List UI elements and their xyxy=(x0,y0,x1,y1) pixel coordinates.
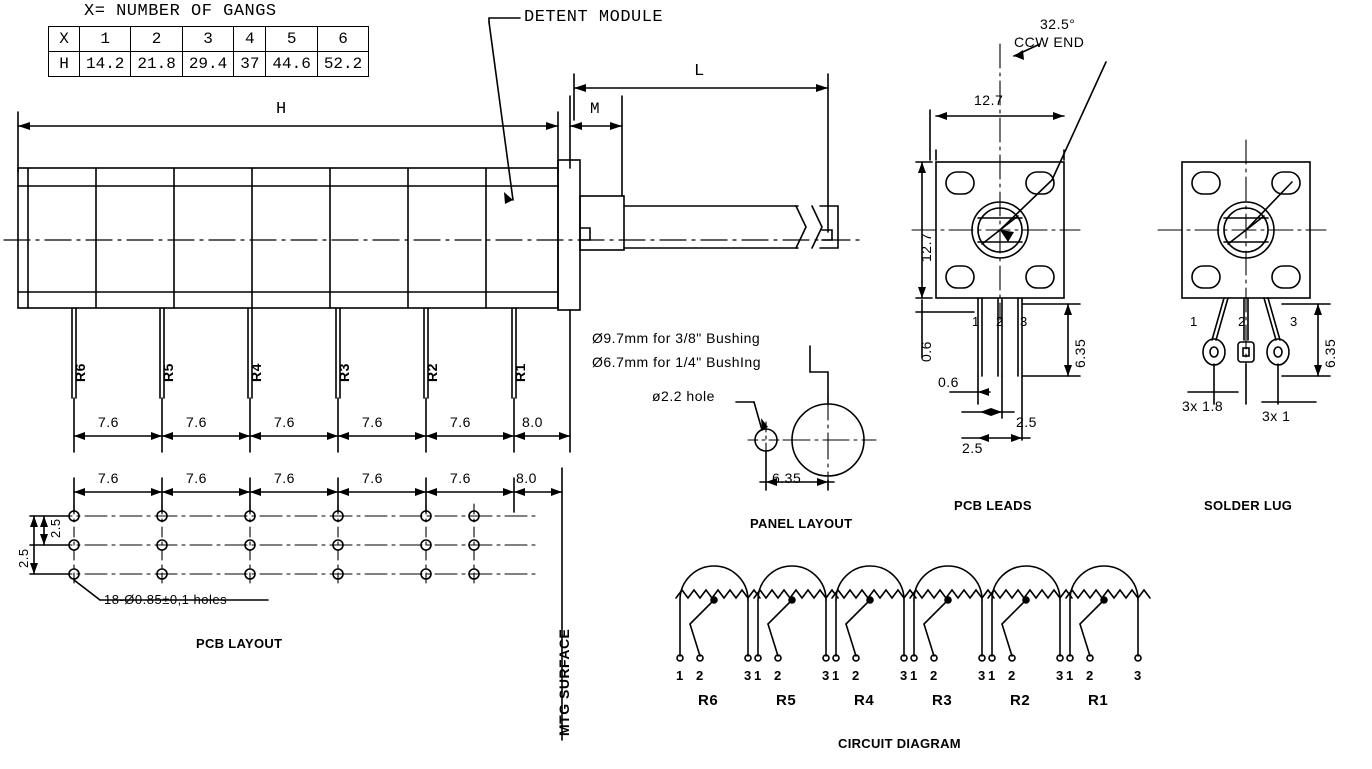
circuit-pin-r5-3: 3 xyxy=(822,668,830,683)
circuit-pin-r1-2: 2 xyxy=(1086,668,1094,683)
pin-label-r3: R3 xyxy=(336,363,352,382)
solder-lug-drawing xyxy=(1158,140,1330,404)
gang-table-x-label: X xyxy=(49,27,80,52)
panel-dim-label: 6.35 xyxy=(772,470,802,486)
bushing-note-1: Ø9.7mm for 3/8" Bushing xyxy=(592,330,761,346)
pcb-pin-3: 3 xyxy=(1020,314,1028,329)
gang-table-cell: 44.6 xyxy=(266,52,317,77)
l-dimension-label: L xyxy=(694,62,705,81)
pitch-label-6: 8.0 xyxy=(522,414,543,430)
gang-table-cell: 29.4 xyxy=(182,52,233,77)
circuit-label-r3: R3 xyxy=(932,692,953,709)
circuit-pin-r4-3: 3 xyxy=(900,668,908,683)
pcb-pitch-label-3: 7.6 xyxy=(274,470,295,486)
circuit-pin-r6-3: 3 xyxy=(744,668,752,683)
circuit-pin-r1-3: 3 xyxy=(1134,668,1142,683)
pcb-lead-dim-2-5-a: 2.5 xyxy=(1016,414,1037,430)
circuit-diagram-title: CIRCUIT DIAGRAM xyxy=(838,736,961,751)
gang-table xyxy=(48,26,369,77)
gang-table-cell: 6 xyxy=(317,27,368,52)
pitch-label-5: 7.6 xyxy=(450,414,471,430)
pcb-lead-dim-6-35: 6.35 xyxy=(1072,338,1088,368)
circuit-label-r2: R2 xyxy=(1010,692,1031,709)
pcb-layout-title: PCB LAYOUT xyxy=(196,636,283,651)
pcb-pitch-label-2: 7.6 xyxy=(186,470,207,486)
solder-pin-3: 3 xyxy=(1290,314,1298,329)
gang-table-cell: 14.2 xyxy=(80,52,131,77)
circuit-pin-r6-1: 1 xyxy=(676,668,684,683)
pin-label-r6: R6 xyxy=(72,363,88,382)
pitch-label-1: 7.6 xyxy=(98,414,119,430)
gang-table-cell: 4 xyxy=(234,27,266,52)
table-row xyxy=(49,27,369,52)
circuit-pin-r3-3: 3 xyxy=(978,668,986,683)
pcb-leads-title: PCB LEADS xyxy=(954,498,1032,513)
circuit-pin-r4-2: 2 xyxy=(852,668,860,683)
pcb-width-dim: 12.7 xyxy=(974,92,1004,108)
h-dimension xyxy=(18,112,558,172)
circuit-pin-r5-2: 2 xyxy=(774,668,782,683)
circuit-label-r6: R6 xyxy=(698,692,719,709)
m-dimension-label: M xyxy=(590,100,601,118)
pcb-height-dim: 12.7 xyxy=(918,232,934,262)
solder-dim-3x-1: 3x 1 xyxy=(1262,408,1291,424)
panel-hole-note: ø2.2 hole xyxy=(652,388,715,404)
gang-table-cell: 2 xyxy=(131,27,182,52)
circuit-pin-r5-1: 1 xyxy=(754,668,762,683)
bushing-note-2: Ø6.7mm for 1/4" BushIng xyxy=(592,354,761,370)
pin-label-r1: R1 xyxy=(512,363,528,382)
pin-label-r2: R2 xyxy=(424,363,440,382)
panel-layout-title: PANEL LAYOUT xyxy=(750,516,853,531)
pcb-vertical-dim-1: 2.5 xyxy=(48,518,63,538)
gang-table-h-label: H xyxy=(49,52,80,77)
detent-module-leader xyxy=(489,18,520,204)
ccw-angle-label: 32.5° xyxy=(1040,16,1076,32)
gang-table-cell: 3 xyxy=(182,27,233,52)
resistor-arc-group xyxy=(676,566,1150,661)
pitch-dimension-chain xyxy=(74,310,570,452)
table-row xyxy=(49,52,369,77)
pcb-pitch-label-6: 8.0 xyxy=(516,470,537,486)
circuit-pin-r3-1: 1 xyxy=(910,668,918,683)
pcb-pitch-label-5: 7.6 xyxy=(450,470,471,486)
pitch-label-3: 7.6 xyxy=(274,414,295,430)
detent-module-label: DETENT MODULE xyxy=(524,8,664,27)
gang-table-caption: X= NUMBER OF GANGS xyxy=(84,2,277,21)
solder-dim-3x-1-8: 3x 1.8 xyxy=(1182,398,1224,414)
circuit-pin-r4-1: 1 xyxy=(832,668,840,683)
circuit-label-r4: R4 xyxy=(854,692,875,709)
circuit-label-r5: R5 xyxy=(776,692,797,709)
l-dimension xyxy=(574,74,828,232)
circuit-pin-r1-1: 1 xyxy=(1066,668,1074,683)
pcb-pin-2: 2 xyxy=(996,314,1004,329)
pcb-pin-1: 1 xyxy=(972,314,980,329)
potentiometer-body-side-view xyxy=(18,160,838,310)
gang-table-cell: 5 xyxy=(266,27,317,52)
circuit-pin-r2-3: 3 xyxy=(1056,668,1064,683)
pcb-vertical-dim-2: 2.5 xyxy=(16,548,31,568)
h-dimension-label: H xyxy=(276,100,287,119)
solder-pin-1: 1 xyxy=(1190,314,1198,329)
pcb-pitch-label-1: 7.6 xyxy=(98,470,119,486)
pcb-hole-note: 18-Ø0.85±0,1 holes xyxy=(104,592,228,607)
solder-lug-title: SOLDER LUG xyxy=(1204,498,1293,513)
terminal-pins xyxy=(72,308,516,398)
pitch-label-4: 7.6 xyxy=(362,414,383,430)
circuit-pin-r2-1: 1 xyxy=(988,668,996,683)
solder-dim-6-35: 6.35 xyxy=(1322,338,1338,368)
pcb-lead-dim-0-6-v: 0.6 xyxy=(918,341,934,362)
gang-table-cell: 52.2 xyxy=(317,52,368,77)
pitch-label-2: 7.6 xyxy=(186,414,207,430)
circuit-pin-r6-2: 2 xyxy=(696,668,704,683)
mtg-surface-label: MTG SURFACE xyxy=(556,628,572,736)
circuit-label-r1: R1 xyxy=(1088,692,1109,709)
pcb-pitch-label-4: 7.6 xyxy=(362,470,383,486)
circuit-pin-r3-2: 2 xyxy=(930,668,938,683)
gang-table-cell: 37 xyxy=(234,52,266,77)
pcb-lead-dim-2-5-b: 2.5 xyxy=(962,440,983,456)
ccw-end-label: CCW END xyxy=(1014,34,1085,50)
solder-pin-2: 2 xyxy=(1238,314,1246,329)
circuit-diagram-drawing xyxy=(676,566,1150,661)
pin-label-r5: R5 xyxy=(160,363,176,382)
pin-label-r4: R4 xyxy=(248,363,264,382)
gang-table-cell: 1 xyxy=(80,27,131,52)
circuit-pin-r2-2: 2 xyxy=(1008,668,1016,683)
gang-table-cell: 21.8 xyxy=(131,52,182,77)
pcb-lead-dim-0-6-h: 0.6 xyxy=(938,374,959,390)
